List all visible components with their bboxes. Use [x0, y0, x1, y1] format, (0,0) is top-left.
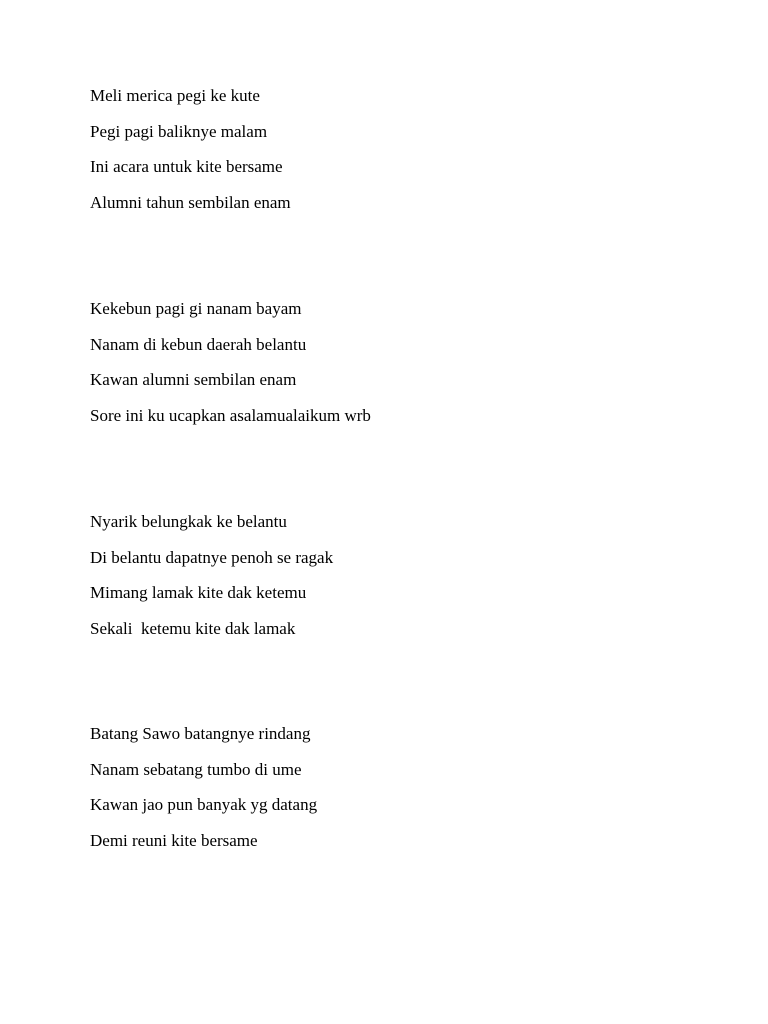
stanza-1-line-2: Pegi pagi baliknye malam: [90, 121, 268, 141]
stanza-2-line-1: Kekebun pagi gi nanam bayam: [90, 299, 302, 318]
stanza-4-line-1: Batang Sawo batangnye rindang: [90, 724, 311, 743]
stanza-3-line-4: Sekali ketemu kite dak lamak: [90, 618, 296, 638]
stanza-3: [90, 504, 690, 646]
stanza-4-line-4: Demi reuni kite bersame: [90, 830, 258, 850]
stanza-1-line-1: Meli merica pegi ke kute: [90, 86, 260, 105]
stanza-4-line-3: Kawan jao pun banyak yg datang: [90, 795, 318, 814]
stanza-1-line-4: Alumni tahun sembilan enam: [90, 192, 291, 212]
stanza-3-line-3: Mimang lamak kite dak ketemu: [90, 583, 307, 602]
stanza-3-line-2: Di belantu dapatnye penoh se ragak: [90, 547, 334, 567]
stanza-3-line-1: Nyarik belungkak ke belantu: [90, 512, 287, 531]
stanza-4: [90, 716, 690, 858]
stanza-2-line-3: Kawan alumni sembilan enam: [90, 370, 297, 389]
stanza-2-line-2: Nanam di kebun daerah belantu: [90, 334, 307, 354]
stanza-1-line-3: Ini acara untuk kite bersame: [90, 157, 283, 176]
stanza-2-line-4: Sore ini ku ucapkan asalamualaikum wrb: [90, 405, 371, 425]
stanza-2: [90, 291, 690, 433]
stanza-1: [90, 78, 690, 220]
stanza-4-line-2: Nanam sebatang tumbo di ume: [90, 759, 302, 779]
